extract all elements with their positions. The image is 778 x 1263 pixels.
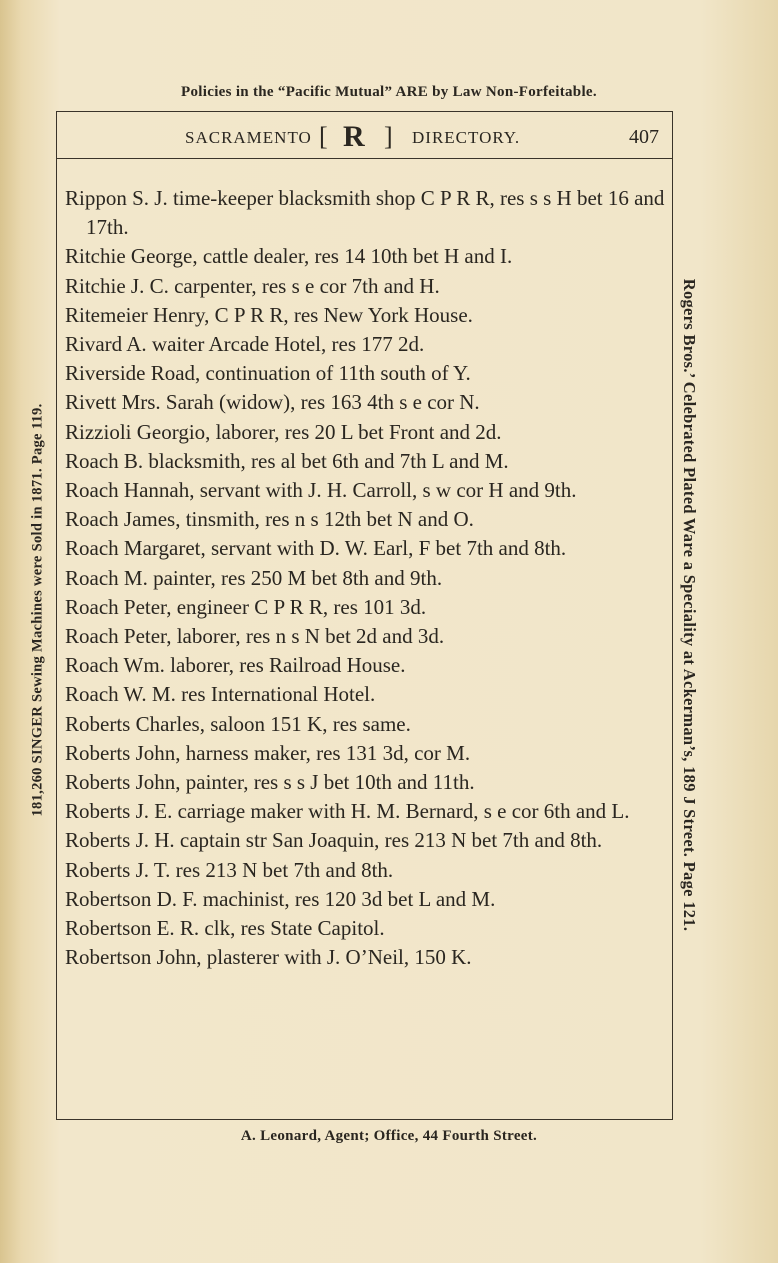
directory-entry: Roberts John, painter, res s s J bet 10th and 11th.: [65, 770, 475, 795]
page-frame: [56, 111, 673, 1120]
directory-entry: Ritchie George, cattle dealer, res 14 10th bet H and I.: [65, 244, 513, 269]
directory-entry: Roberts J. T. res 213 N bet 7th and 8th.: [65, 857, 394, 882]
directory-entry: Roberts J. H. captain str San Joaquin, res 213 N bet 7th and 8th.: [65, 828, 603, 853]
directory-entry: Roberts Charles, saloon 151 K, res same.: [65, 711, 411, 736]
header-city: SACRAMENTO: [185, 128, 312, 147]
directory-entries: [65, 184, 665, 972]
header-directory: DIRECTORY.: [412, 128, 521, 147]
directory-entry: Riverside Road, continuation of 11th south of Y.: [65, 361, 471, 386]
directory-entry: Roach Hannah, servant with J. H. Carroll, s w cor H and 9th.: [65, 478, 577, 503]
left-margin-advertisement: [23, 290, 53, 930]
directory-entry: Rippon S. J. time-keeper blacksmith shop C P R R, res s s H bet 16 and 17th.: [65, 186, 665, 240]
page-number: 407: [629, 126, 659, 148]
directory-entry: Ritemeier Henry, C P R R, res New York House.: [65, 302, 473, 327]
directory-entry: Robertson John, plasterer with J. O’Neil, 150 K.: [65, 945, 472, 970]
directory-entry: Roberts John, harness maker, res 131 3d, cor M.: [65, 740, 471, 765]
directory-entry: Roach B. blacksmith, res al bet 6th and 7th L and M.: [65, 448, 509, 473]
directory-entry: Rizzioli Georgio, laborer, res 20 L bet Front and 2d.: [65, 419, 502, 444]
directory-entry: Roach Peter, laborer, res n s N bet 2d and 3d.: [65, 624, 445, 649]
top-advertisement: Policies in the “Pacific Mutual” ARE by Law Non-Forfeitable.: [181, 84, 597, 100]
directory-entry: Roach Margaret, servant with D. W. Earl, F bet 7th and 8th.: [65, 536, 567, 561]
directory-entry: Robertson D. F. machinist, res 120 3d bet L and M.: [65, 886, 496, 911]
directory-entry: Roach W. M. res International Hotel.: [65, 682, 376, 707]
directory-entry: Roach M. painter, res 250 M bet 8th and 9th.: [65, 565, 443, 590]
directory-entry: Roach Peter, engineer C P R R, res 101 3d.: [65, 594, 427, 619]
header-divider: [57, 158, 672, 159]
directory-entry: Rivett Mrs. Sarah (widow), res 163 4th s e cor N.: [65, 390, 480, 415]
running-header: [57, 120, 672, 160]
directory-entry: Robertson E. R. clk, res State Capitol.: [65, 916, 385, 941]
header-bracket-left: [: [319, 122, 329, 151]
directory-entry: Rivard A. waiter Arcade Hotel, res 177 2d.: [65, 332, 425, 357]
directory-entry: Ritchie J. C. carpenter, res s e cor 7th and H.: [65, 273, 440, 298]
left-margin-text: 181,260 SINGER Sewing Machines were Sold in 1871. Page 119.: [29, 403, 46, 817]
directory-entry: Roach James, tinsmith, res n s 12th bet N and O.: [65, 507, 474, 532]
right-margin-text: Rogers Bros.’ Celebrated Plated Ware a Speciality at Ackerman’s, 189 J Street. Page 121.: [680, 278, 699, 932]
header-bracket-right: ]: [384, 122, 394, 151]
directory-entry: Roberts J. E. carriage maker with H. M. Bernard, s e cor 6th and L.: [65, 799, 630, 824]
header-section-letter: R: [343, 120, 366, 153]
directory-entry: Roach Wm. laborer, res Railroad House.: [65, 653, 406, 678]
bottom-advertisement: A. Leonard, Agent; Office, 44 Fourth Street.: [240, 1128, 538, 1144]
right-margin-advertisement: [674, 215, 704, 995]
